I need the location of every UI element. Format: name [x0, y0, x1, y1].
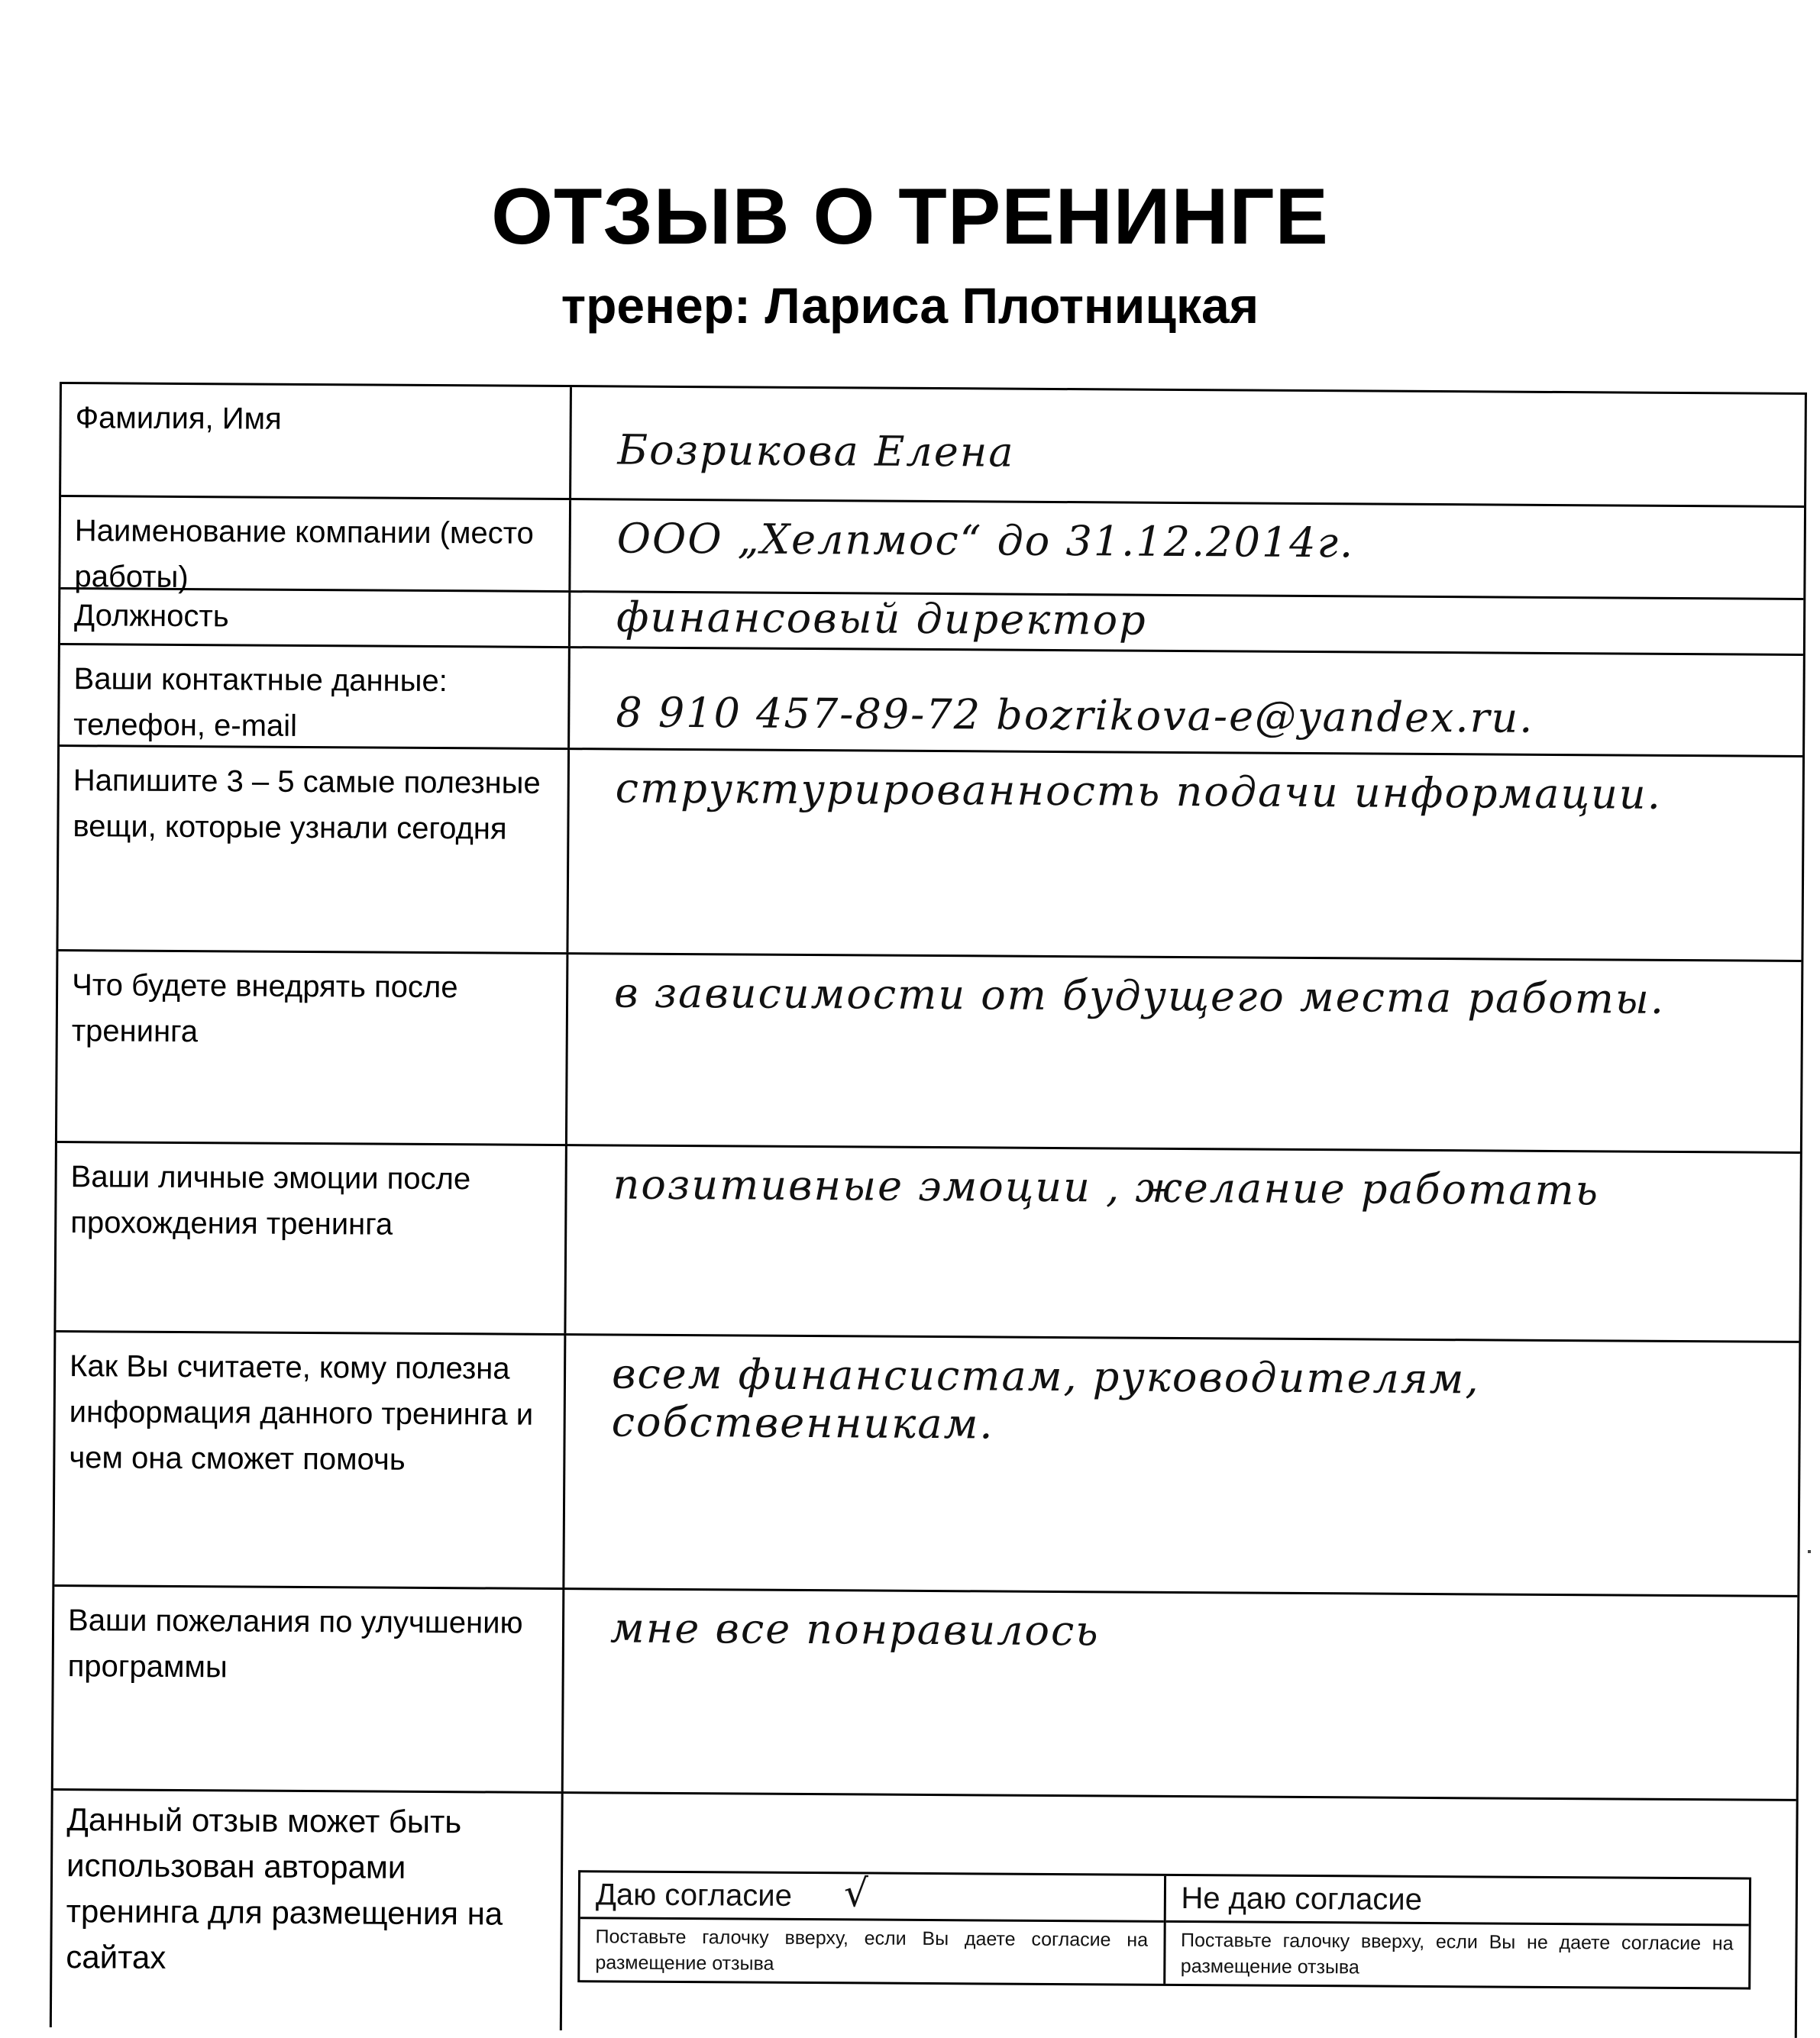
form-row-wishes — [53, 1587, 1798, 1801]
consent-agree-title: Даю согласие — [595, 1878, 793, 1913]
field-value-emotions[interactable]: позитивные эмоции , желание работать — [613, 1160, 1600, 1215]
consent-agree-option[interactable] — [580, 1872, 1163, 1984]
checkmark-icon: √ — [843, 1871, 868, 1916]
consent-disagree-option[interactable] — [1163, 1876, 1749, 1988]
field-value-position[interactable]: финансовый директор — [616, 593, 1147, 644]
form-row-emotions — [56, 1143, 1799, 1343]
consent-agree-note: Поставьте галочку вверху, если Вы даете согласие на размещение отзыва — [595, 1926, 1149, 1975]
form-row-who-benefits — [54, 1332, 1799, 1597]
form-row-implement — [57, 951, 1801, 1154]
field-value-implement[interactable]: в зависимости от будущего места работы. — [613, 968, 1666, 1023]
field-label-company: Наименование компании (место работы) — [60, 497, 571, 590]
field-value-company[interactable]: ООО „Хелпмос“ до 31.12.2014г. — [616, 514, 1355, 567]
form-row-contacts — [60, 645, 1803, 757]
form-row-position — [60, 589, 1803, 656]
scan-speck — [1808, 1550, 1811, 1553]
field-label-position: Должность — [60, 589, 571, 646]
consent-options — [562, 1794, 1796, 2038]
field-value-wishes[interactable]: мне все понравилось — [609, 1604, 1100, 1655]
field-label-useful-things: Напишите 3 – 5 самые полезные вещи, которые узнали сегодня — [58, 747, 570, 952]
consent-agree-checkbox[interactable] — [580, 1872, 1164, 1923]
form-row-company — [60, 497, 1804, 600]
field-label-wishes: Ваши пожелания по улучшению программы — [53, 1587, 565, 1791]
consent-disagree-checkbox[interactable] — [1165, 1876, 1749, 1927]
field-value-useful-things[interactable]: структурированность подачи информации. — [615, 764, 1663, 819]
field-label-name: Фамилия, Имя — [61, 384, 572, 498]
consent-disagree-note: Поставьте галочку вверху, если Вы не даете согласие на размещение отзыва — [1180, 1930, 1734, 1978]
field-label-implement: Что будете внедрять после тренинга — [57, 951, 569, 1144]
field-label-contacts: Ваши контактные данные: телефон, e-mail — [60, 645, 571, 748]
form-row-consent — [52, 1791, 1796, 2038]
form-row-name — [61, 384, 1805, 508]
field-label-consent: Данный отзыв может быть использован авторами тренинга для размещения на сайтах — [52, 1791, 564, 2030]
consent-disagree-title: Не даю согласие — [1181, 1881, 1423, 1917]
field-label-who-benefits: Как Вы считаете, кому полезна информация данного тренинга и чем она сможет помочь — [54, 1332, 566, 1587]
page-title: ОТЗЫВ О ТРЕНИНГЕ — [491, 173, 1329, 261]
field-value-who-benefits[interactable]: всем финансистам, руководителям, собственникам. — [611, 1349, 1480, 1449]
field-value-contacts[interactable]: 8 910 457-89-72 bozrikova-e@yandex.ru. — [616, 688, 1534, 742]
consent-table — [577, 1870, 1751, 1989]
form-row-useful-things — [58, 747, 1802, 962]
feedback-form-table — [50, 382, 1807, 2038]
field-value-name[interactable]: Бозрикова Елена — [617, 425, 1015, 476]
trainer-subtitle: тренер: Лариса Плотницкая — [561, 277, 1259, 334]
field-label-emotions: Ваши личные эмоции после прохождения тренинга — [56, 1143, 567, 1333]
